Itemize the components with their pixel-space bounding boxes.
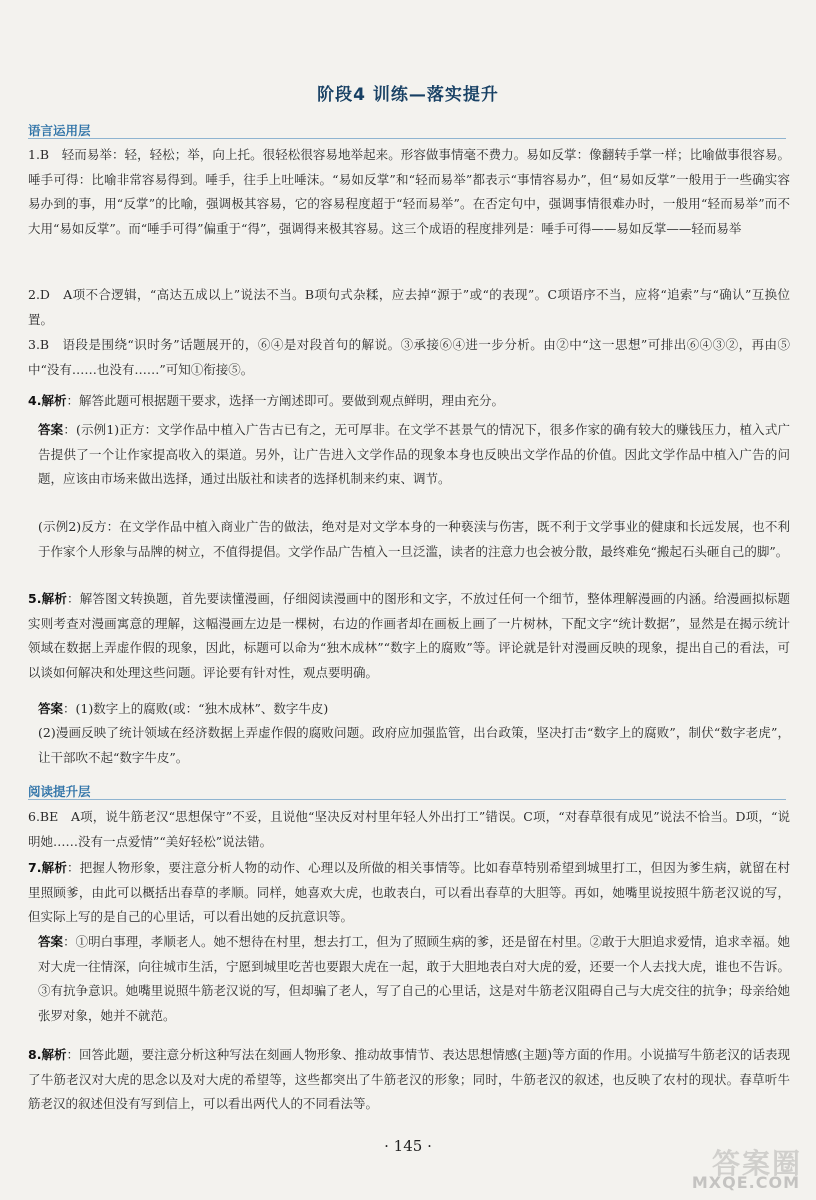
analysis-label: 7.解析 (28, 860, 68, 875)
section-heading-reading-text: 阅读提升层 (28, 784, 91, 799)
answer-label: 答案 (38, 422, 64, 437)
answer-text: ：(示例1)正方：文学作品中植入广告古已有之，无可厚非。在文学不甚景气的情况下，很多作家的确有较大的赚钱压力，植入式广告提供了一个让作家提高收入的渠道。另外，让广告进入文学作品的现象本身也反映出文学作品的价值。因此文学作品中植入广告的问题，应该由市场来做出选择，通过出版社和读者的选择机制来约束、调节。 (38, 422, 790, 486)
answer-item-2: 2.D A项不合逻辑，“高达五成以上”说法不当。B项句式杂糅，应去掉“源于”或“的表现”。C项语序不当，应将“追索”与“确认”互换位置。 (28, 287, 790, 327)
analysis-label: 5.解析 (28, 591, 68, 606)
section-divider (28, 138, 786, 139)
answer-text: ：(1)数字上的腐败(或：“独木成林”、数字牛皮) (63, 701, 329, 716)
answer-item-3: 3.B 语段是围绕“识时务”话题展开的，⑥④是对段首句的解说。③承接⑥④进一步分析。由②中“这一思想”可排出⑥④③②，再由⑤中“没有……也没有……”可知①衔接⑤。 (28, 337, 790, 377)
answer-item-5-analysis (28, 587, 790, 685)
watermark-text: MXQE.COM (691, 1173, 800, 1192)
answer-item-4-answer (38, 418, 790, 492)
answer-item-4-answer-2: (示例2)反方：在文学作品中植入商业广告的做法，绝对是对文学本身的一种亵渎与伤害，既不利于文学事业的健康和长远发展，也不利于作家个人形象与品牌的树立，不值得提倡。文学作品广告植入一旦泛滥，读者的注意力也会被分散，最终难免“搬起石头砸自己的脚”。 (38, 519, 790, 559)
section-heading-reading (28, 782, 91, 800)
answer-item-7-answer (38, 930, 790, 1028)
answer-label: 答案 (38, 701, 64, 716)
answer-item-8-analysis (28, 1043, 790, 1117)
answer-item-6: 6.BE A项，说牛筋老汉“思想保守”不妥，且说他“坚决反对村里年轻人外出打工”错误。C项，“对春草很有成见”说法不恰当。D项，“说明她……没有一点爱情”“美好轻松”说法错。 (28, 809, 790, 849)
analysis-text: ：把握人物形象，要注意分析人物的动作、心理以及所做的相关事情等。比如春草特别希望到城里打工，但因为爹生病，就留在村里照顾爹，由此可以概括出春草的孝顺。同样，她喜欢大虎，也敢表白，可以看出春草的大胆等。再如，她嘴里说按照牛筋老汉说的写，但实际上写的是自己的心里话，可以看出她的反抗意识等。 (28, 860, 790, 924)
page-number: · 145 · (384, 1137, 432, 1155)
section-divider (28, 799, 786, 800)
analysis-text: ：回答此题，要注意分析这种写法在刻画人物形象、推动故事情节、表达思想情感(主题)等方面的作用。小说描写牛筋老汉的话表现了牛筋老汉对大虎的思念以及对大虎的希望等，这些都突出了牛筋老汉的形象；同时，牛筋老汉的叙述，也反映了农村的现状。春草听牛筋老汉的叙述但没有写到信上，可以看出两代人的不同看法等。 (28, 1047, 790, 1111)
analysis-text: ：解答此题可根据题干要求，选择一方阐述即可。要做到观点鲜明，理由充分。 (66, 393, 504, 408)
page-title: 阶段4 训练—落实提升 (317, 85, 499, 105)
answer-text: ：①明白事理，孝顺老人。她不想待在村里，想去打工，但为了照顾生病的爹，还是留在村里。②敢于大胆追求爱情，追求幸福。她对大虎一往情深，向往城市生活，宁愿到城里吃苦也要跟大虎在一起，敢于大胆地表白对大虎的爱，还要一个人去找大虎，谁也不告诉。③有抗争意识。她嘴里说照牛筋老汉说的写，但却骗了老人，写了自己的心里话，这是对牛筋老汉阻碍自己与大虎交往的抗争；母亲给她张罗对象，她并不就范。 (38, 934, 790, 1023)
section-heading-language-text: 语言运用层 (28, 123, 91, 138)
watermark-logo: 答案圈 (711, 1147, 802, 1180)
section-heading-language (28, 121, 91, 139)
answer-item-5-answer-2: (2)漫画反映了统计领域在经济数据上弄虚作假的腐败问题。政府应加强监管，出台政策，坚决打击“数字上的腐败”，制伏“数字老虎”，让干部吹不起“数字牛皮”。 (38, 725, 790, 765)
answer-item-5-answer (38, 697, 790, 722)
analysis-label: 4.解析 (28, 393, 67, 408)
watermark (656, 1142, 806, 1194)
answer-item-7-analysis (28, 856, 790, 930)
answer-label: 答案 (38, 934, 64, 949)
answer-item-4-analysis (28, 389, 790, 414)
answer-item-1: 1.B 轻而易举：轻，轻松；举，向上托。很轻松很容易地举起来。形容做事情毫不费力。易如反掌：像翻转手掌一样；比喻做事很容易。唾手可得：比喻非常容易得到。唾手，往手上吐唾沫。“易如反掌”和“轻而易举”都表示“事情容易办”，但“易如反掌”一般用于一些确实容易办到的事，用“反掌”的比喻，强调极其容易，它的容易程度超于“轻而易举”。在否定句中，强调事情很难办时，一般用“轻而易举”而不大用“易如反掌”。而“唾手可得”偏重于“得”，强调得来极其容易。这三个成语的程度排列是：唾手可得——易如反掌——轻而易举 (28, 147, 790, 236)
analysis-text: ：解答图文转换题，首先要读懂漫画，仔细阅读漫画中的图形和文字，不放过任何一个细节，整体理解漫画的内涵。给漫画拟标题实则考查对漫画寓意的理解，这幅漫画左边是一棵树，右边的作画者却在画板上画了一片树林，下配文字“统计数据”，显然是在揭示统计领域在数据上弄虚作假的现象，因此，标题可以命为“独木成林”“数字上的腐败”等。评论就是针对漫画反映的现象，提出自己的看法，可以谈如何解决和处理这些问题。评论要有针对性，观点要明确。 (28, 591, 790, 680)
analysis-label: 8.解析 (28, 1047, 67, 1062)
